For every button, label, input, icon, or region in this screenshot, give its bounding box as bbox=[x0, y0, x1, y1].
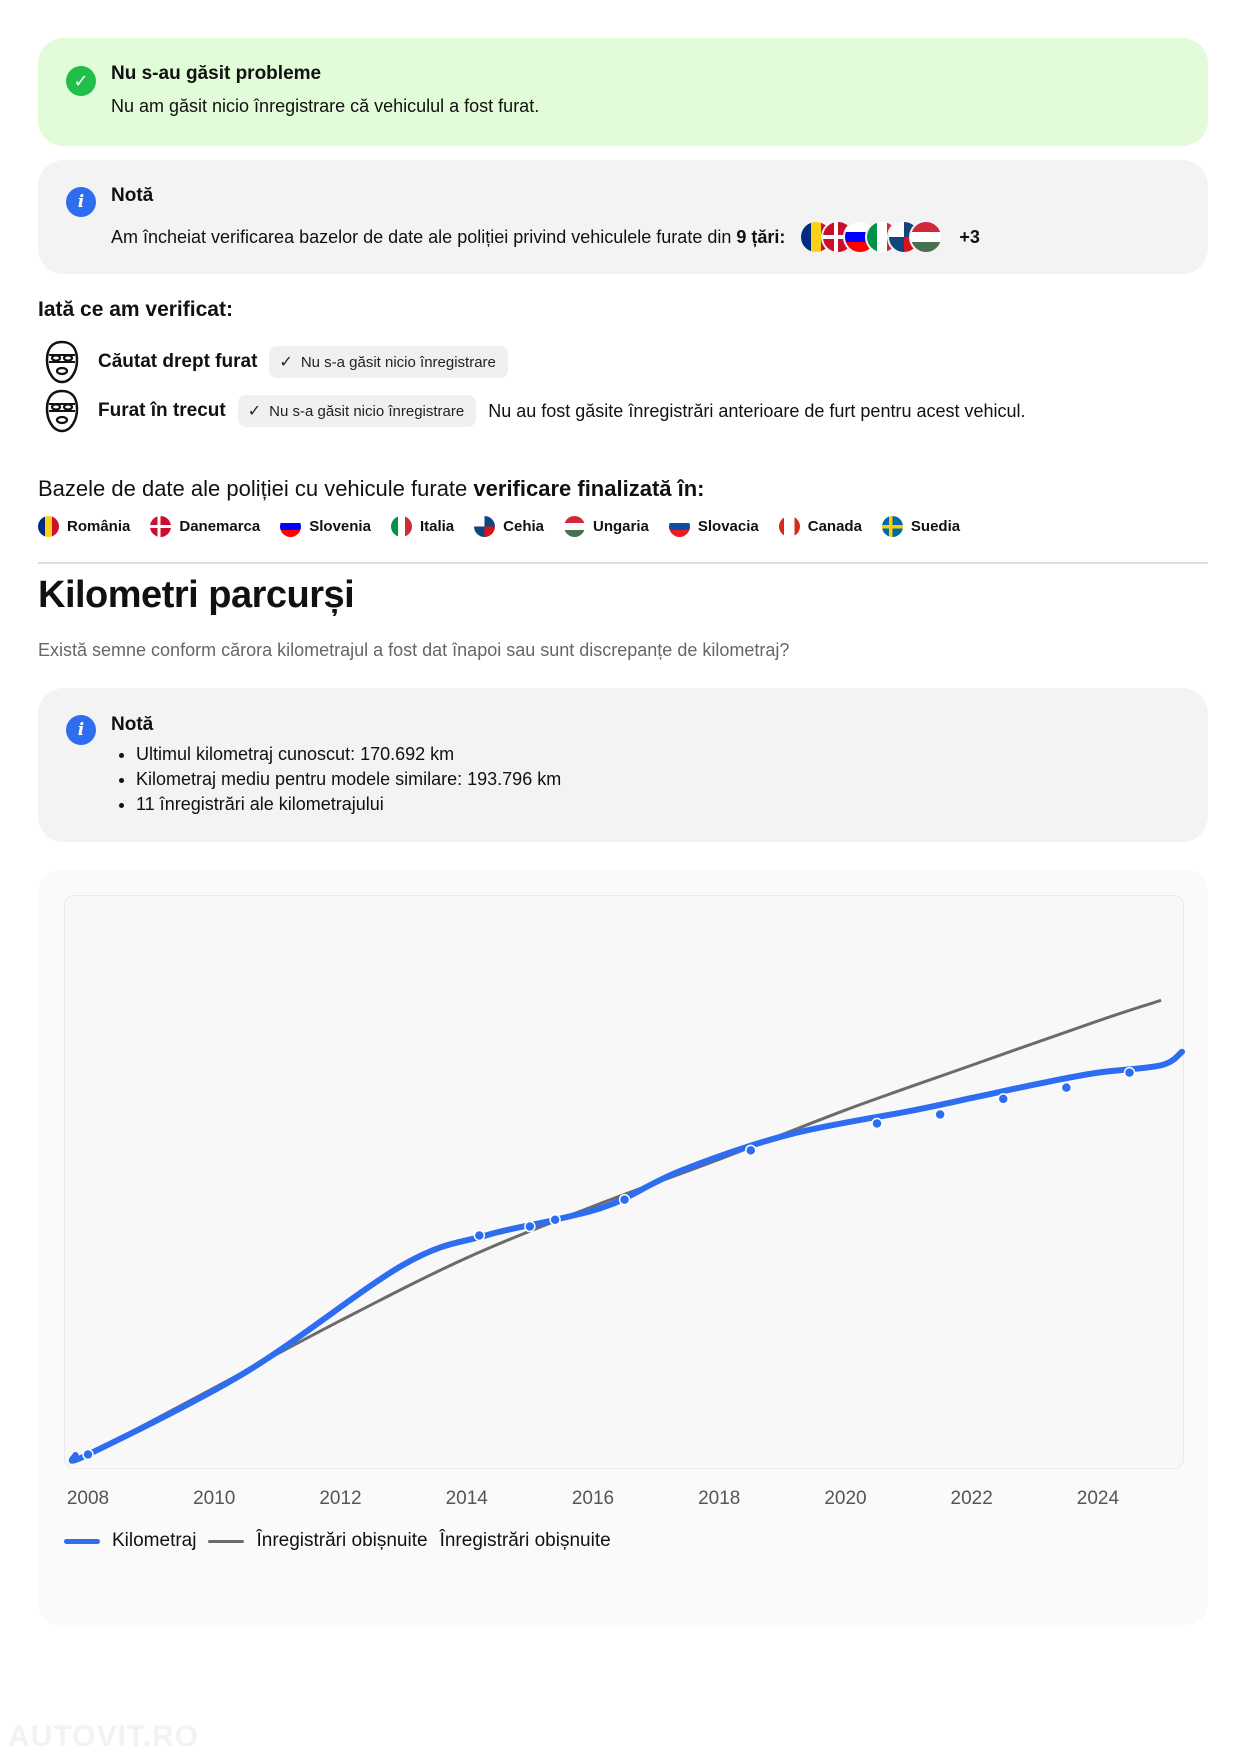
x-tick-label: 2020 bbox=[824, 1488, 867, 1509]
mileage-record-point[interactable] bbox=[998, 1094, 1008, 1104]
series-line-kilometraj bbox=[72, 1052, 1182, 1461]
bullet-average-mileage: • Kilometraj mediu pentru modele similare: 193.796 km bbox=[136, 767, 561, 792]
checks-heading: Iată ce am verificat: bbox=[38, 298, 233, 321]
result-text: Nu s-a găsit nicio înregistrare bbox=[269, 402, 465, 420]
note-title: Notă bbox=[111, 185, 154, 206]
check-label: Furat în trecut bbox=[98, 400, 226, 421]
x-tick-label: 2008 bbox=[66, 1488, 110, 1509]
mileage-record-point[interactable] bbox=[620, 1195, 630, 1205]
country-count: 9 țări: bbox=[736, 226, 786, 247]
note-title: Notă bbox=[111, 714, 154, 735]
mileage-record-point[interactable] bbox=[550, 1215, 560, 1225]
x-tick-label: 2010 bbox=[193, 1488, 236, 1509]
mileage-record-point[interactable] bbox=[872, 1118, 882, 1128]
x-tick-label: 2022 bbox=[950, 1488, 993, 1509]
legend-swatch-blue bbox=[64, 1539, 100, 1544]
status-text: Nu am găsit nicio înregistrare că vehiculul a fost furat. bbox=[111, 96, 540, 116]
mileage-record-point[interactable] bbox=[1125, 1068, 1135, 1078]
result-detail: Nu au fost găsite înregistrări anterioare de furt pentru acest vehicul. bbox=[488, 400, 1026, 421]
legend-item-kilometraj[interactable] bbox=[64, 1530, 196, 1552]
legend-label: Înregistrări obișnuite bbox=[256, 1530, 428, 1551]
check-icon: ✓ bbox=[247, 403, 262, 420]
check-icon: ✓ bbox=[279, 354, 293, 371]
legend-item-typical-2[interactable] bbox=[440, 1530, 611, 1552]
databases-title-bold: verificare finalizată în: bbox=[473, 476, 705, 501]
country-name: Italia bbox=[419, 518, 455, 535]
more-countries-count: +3 bbox=[959, 226, 980, 247]
x-tick-label: 2012 bbox=[319, 1488, 362, 1509]
country-name: Canada bbox=[807, 518, 862, 535]
legend-swatch-gray bbox=[208, 1540, 244, 1543]
chart-markers bbox=[83, 1068, 1135, 1460]
mileage-subtitle: Există semne conform cărora kilometrajul a fost dat înapoi sau sunt discrepanțe de kilometraj? bbox=[38, 640, 790, 660]
legend-label: Kilometraj bbox=[112, 1530, 197, 1551]
legend-label: Înregistrări obișnuite bbox=[439, 1530, 611, 1551]
country-name: Slovenia bbox=[309, 518, 371, 535]
check-circle-icon: ✓ bbox=[66, 66, 96, 96]
mileage-title: Kilometri parcurși bbox=[38, 574, 355, 616]
note-text-main: Am încheiat verificarea bazelor de date ale poliției privind vehiculele furate din bbox=[111, 226, 732, 247]
mileage-record-point[interactable] bbox=[83, 1450, 93, 1460]
result-text: Nu s-a găsit nicio înregistrare bbox=[300, 353, 496, 371]
x-tick-label: 2014 bbox=[445, 1488, 488, 1509]
status-title: Nu s-au găsit probleme bbox=[111, 63, 322, 84]
info-icon: i bbox=[66, 187, 96, 217]
country-name: Slovacia bbox=[697, 518, 759, 535]
check-label: Căutat drept furat bbox=[98, 351, 258, 372]
mileage-record-point[interactable] bbox=[525, 1222, 535, 1232]
x-tick-label: 2016 bbox=[571, 1488, 615, 1509]
mileage-record-point[interactable] bbox=[474, 1230, 484, 1240]
chart-lines bbox=[72, 1000, 1182, 1461]
x-axis-ticks bbox=[67, 1488, 1120, 1509]
series-line-typical bbox=[88, 1000, 1161, 1455]
legend-item-typical[interactable] bbox=[208, 1530, 427, 1552]
x-tick-label: 2018 bbox=[698, 1488, 741, 1509]
mileage-record-point[interactable] bbox=[746, 1145, 756, 1155]
country-name: Cehia bbox=[503, 518, 544, 535]
chart-legend bbox=[64, 1530, 623, 1552]
x-tick-label: 2024 bbox=[1076, 1488, 1120, 1509]
watermark-logo: AUTOVIT.RO bbox=[8, 1720, 200, 1753]
bullet-last-mileage: • Ultimul kilometraj cunoscut: 170.692 km bbox=[136, 742, 561, 767]
mileage-record-point[interactable] bbox=[1061, 1083, 1071, 1093]
bullet-record-count: • 11 înregistrări ale kilometrajului bbox=[136, 792, 561, 817]
country-name: Ungaria bbox=[593, 518, 649, 535]
databases-title-normal: Bazele de date ale poliției cu vehicule furate bbox=[38, 476, 474, 501]
mileage-record-point[interactable] bbox=[935, 1110, 945, 1120]
info-icon: i bbox=[66, 715, 96, 745]
country-name: Suedia bbox=[910, 518, 961, 535]
country-name: Danemarca bbox=[179, 518, 261, 535]
country-name: România bbox=[67, 518, 131, 535]
